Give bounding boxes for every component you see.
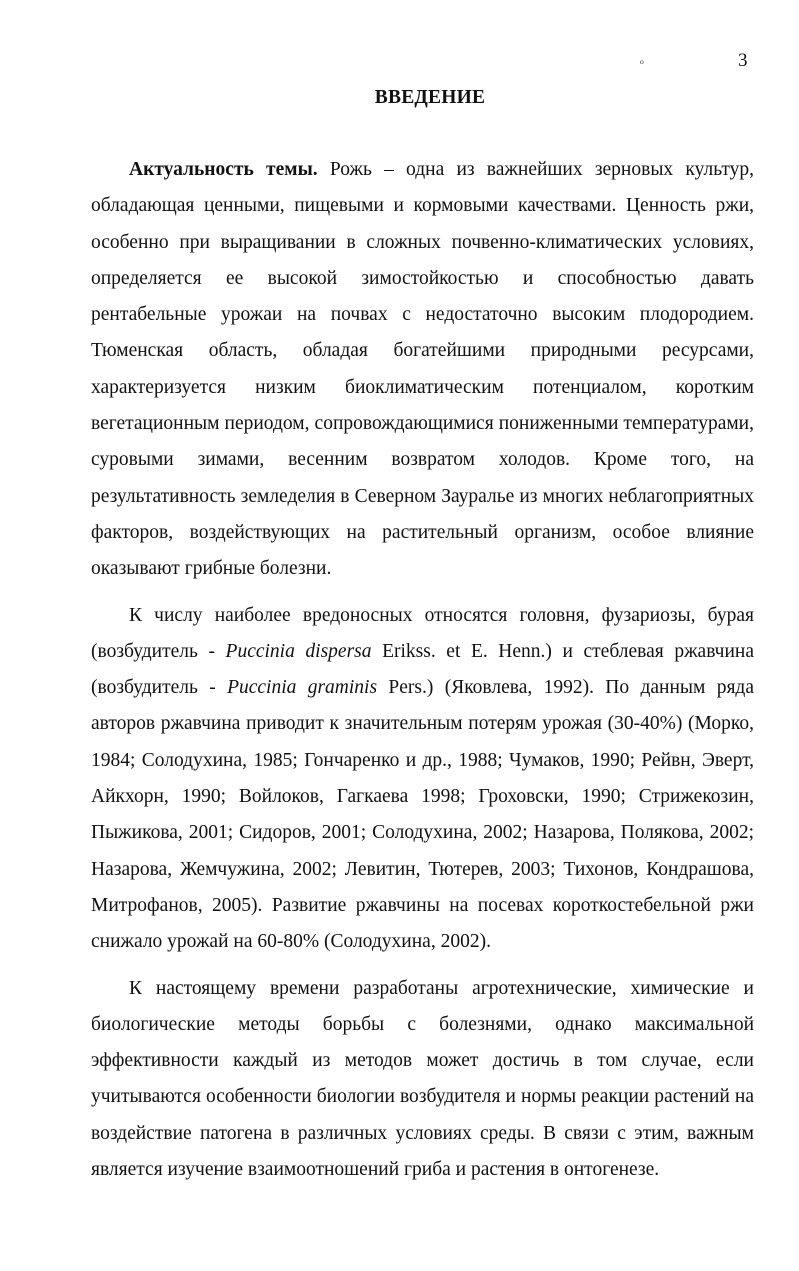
paragraph-text-c: Pers.) (Яковлева, 1992). По данным ряда авторов ржавчина приводит к значительным потерям урожая (30-40%) (Морко, 1984; Солодухина, 1985; Гончаренко и др., 1988; Чумаков, 1990; Рейвн, Эверт, Айкхорн, 1990; Войлоков, Гагкаева 1998; Гроховски, 1990; Стрижекозин, Пыжикова, 2001; Сидоров, 2001; Солодухина, 2002; Назарова, Полякова, 2002; Назарова, Жемчужина, 2002; Левитин, Тютерев, 2003; Тихонов, Кондрашова, Митрофанов, 2005). Развитие ржавчины на посевах короткостебельной ржи снижало урожай на 60-80% (Солодухина, 2002). <box>91 677 755 953</box>
paragraph-methods: К настоящему времени разработаны агротехнические, химические и биологические методы борьбы с болезнями, однако максимальной эффективности каждый из методов может достичь в том случае, если учитываются особенности биологии возбудителя и нормы реакции растений на воздействие патогена в различных условиях среды. В связи с этим, важным является изучение взаимоотношений гриба и растения в онтогенезе. <box>91 977 754 1181</box>
paragraph-text: Рожь – одна из важнейших зерновых культур, обладающая ценными, пищевыми и кормовыми качествами. Ценность ржи, особенно при выращивании в сложных почвенно-климатических условиях, определяется ее высокой зимостойкостью и способностью давать рентабельные урожаи на почвах с недостаточно высоким плодородием. Тюменская область, обладая богатейшими природными ресурсами, характеризуется низким биоклиматическим потенциалом, коротким вегетационным периодом, сопровождающимися пониженными температурами, суровыми зимами, весенним возвратом холодов. Кроме того, на результативность земледелия в Северном Зауралье из многих неблагоприятных факторов, воздействующих на растительный организм, особое влияние оказывают грибные болезни. <box>91 159 754 580</box>
page-title: ВВЕДЕНИЕ <box>374 87 486 108</box>
paragraph-pathogens <box>91 598 754 961</box>
body-text <box>91 152 754 1188</box>
paragraph-text-b: Erikss. et E. Henn.) и стеблевая ржавчина (возбудитель - <box>91 640 754 699</box>
scan-speck: ₒ <box>640 51 644 66</box>
paragraph-relevance <box>91 152 754 588</box>
species-name-graminis: Puccinia graminis <box>227 677 378 699</box>
page-number: 3 <box>738 50 748 71</box>
paragraph-lead: Актуальность темы. <box>129 159 318 180</box>
species-name-dispersa: Puccinia dispersa <box>225 640 372 662</box>
paragraph-text-a: К числу наиболее вредоносных относятся головня, фузариозы, бурая (возбудитель - <box>91 604 754 662</box>
